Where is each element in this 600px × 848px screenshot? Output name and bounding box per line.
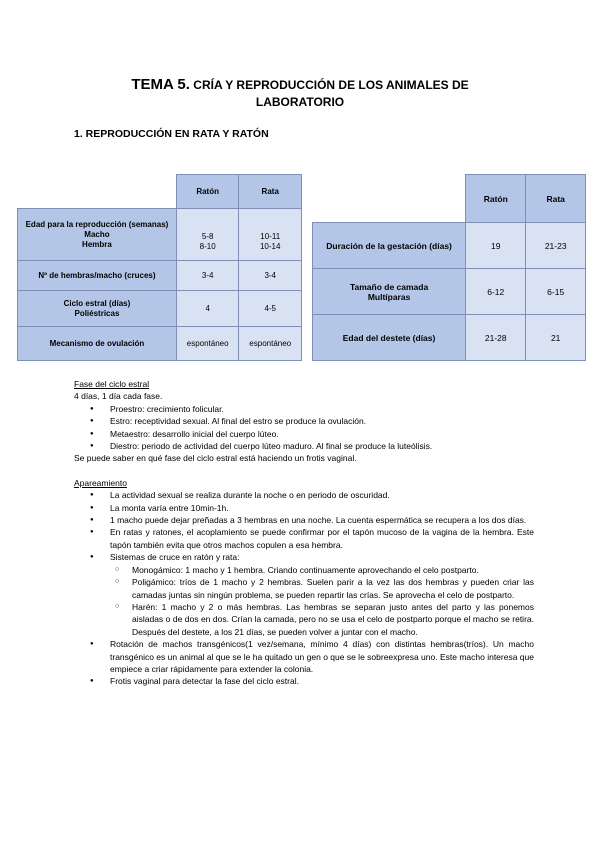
row-label: Edad del destete (días) (313, 315, 466, 361)
table-corner (18, 175, 177, 209)
reproduction-table-1 (17, 174, 302, 361)
table-corner (313, 175, 466, 223)
list-item: ● 1 macho puede dejar preñadas a 3 hembras en una noche. La cuenta espermática se recupera a los dos días. (74, 514, 534, 526)
document-title (90, 76, 510, 111)
estral-outro: Se puede saber en qué fase del ciclo estral está haciendo un frotis vaginal. (74, 453, 357, 464)
list-item: ○ Harén: 1 macho y 2 o más hembras. Las hembras se separan justo antes del parto y las ponemos aisladas o de dos en dos. Crían la camada, pero no se usa el celo de postparto porque el macho se retira. Después del destete, a los 21 días, se pueden volver a juntar con el macho. (74, 601, 534, 638)
cell-raton: 19 (466, 223, 526, 269)
cell-raton: 6-12 (466, 269, 526, 315)
list-item: ● La monta varía entre 10min-1h. (74, 502, 534, 514)
table-row (18, 261, 302, 291)
body-text (74, 378, 534, 688)
apareamiento-list (74, 489, 534, 688)
cell-rata: 4-5 (239, 291, 302, 327)
cross-systems-list (110, 564, 534, 638)
cell-rata: 6-15 (526, 269, 586, 315)
row-label: Duración de la gestación (días) (313, 223, 466, 269)
cell-rata: 21 (526, 315, 586, 361)
table-row (18, 291, 302, 327)
cell-raton: 5-8 8-10 (176, 209, 239, 261)
reproduction-table-2 (312, 174, 586, 361)
row-label: Edad para la reproducción (semanas) Macho Hembra (18, 209, 177, 261)
list-item: ● La actividad sexual se realiza durante la noche o en periodo de oscuridad. (74, 489, 534, 501)
list-item: ● Diestro: periodo de actividad del cuerpo lúteo maduro. Al final se produce la luteólisis. (74, 440, 534, 452)
estral-intro: 4 días, 1 día cada fase. (74, 391, 163, 402)
table-row (313, 223, 586, 269)
title-text: CRÍA Y REPRODUCCIÓN DE LOS ANIMALES DE LABORATORIO (193, 78, 469, 109)
cell-raton: espontáneo (176, 327, 239, 361)
list-item: ○ Poligámico: tríos de 1 macho y 2 hembras. Suelen parir a la vez las dos hembras y pueden criar las camadas juntas sin ningún problema, se pueden repartir las crías. Se aprovecha el celo de postparto. (74, 576, 534, 601)
column-header-rata: Rata (526, 175, 586, 223)
table-row (18, 327, 302, 361)
table-row (313, 269, 586, 315)
list-item: ● Frotis vaginal para detectar la fase del ciclo estral. (74, 675, 534, 687)
list-item: ● Estro: receptividad sexual. Al final del estro se produce la ovulación. (74, 415, 534, 427)
column-header-raton: Ratón (176, 175, 239, 209)
column-header-raton: Ratón (466, 175, 526, 223)
estral-heading: Fase del ciclo estral (74, 379, 150, 389)
row-label: Ciclo estral (días) Poliéstricas (18, 291, 177, 327)
list-item: ● Proestro: crecimiento folicular. (74, 403, 534, 415)
list-item: ● Metaestro: desarrollo inicial del cuerpo lúteo. (74, 428, 534, 440)
row-label: Nº de hembras/macho (cruces) (18, 261, 177, 291)
table-row (313, 315, 586, 361)
list-item: ○ Monogámico: 1 macho y 1 hembra. Criando continuamente aprovechando el celo postparto. (74, 564, 534, 576)
table-row (18, 209, 302, 261)
section-heading: 1. REPRODUCCIÓN EN RATA Y RATÓN (74, 128, 269, 140)
list-item: ● Rotación de machos transgénicos(1 vez/semana, mínimo 4 días) con distintas hembras(tríos). Un macho transgénico es un animal al que se le ha quitado un gen o que se le sobreexpresa uno. Este macho interesa que empiece a criar rápidamente para extender la colonia. (74, 638, 534, 675)
cell-rata: 3-4 (239, 261, 302, 291)
row-label: Tamaño de camada Multíparas (313, 269, 466, 315)
list-item: ● Sistemas de cruce en ratón y rata: ○ Monogámico: 1 macho y 1 hembra. Criando continuamente aprovechando el celo postparto. ○ Poligámico: tríos de 1 macho y 2 hembras. Suelen parir a la vez las dos hembras y pueden criar las camadas juntas sin ningún problema, se pueden repartir las crías. Se aprovecha el celo de postparto. ○ Harén: 1 macho y 2 o más hembras. Las hembras se separan justo antes del parto y las ponemos aisladas o de dos en dos. Crían la camada, pero no se usa el celo de postparto porque el macho se retira. Después del destete, a los 21 días, se pueden volver a juntar con el macho. (74, 551, 534, 638)
cell-raton: 4 (176, 291, 239, 327)
column-header-rata: Rata (239, 175, 302, 209)
row-label: Mecanismo de ovulación (18, 327, 177, 361)
cell-rata: espontáneo (239, 327, 302, 361)
estral-list (74, 403, 534, 453)
cell-rata: 21-23 (526, 223, 586, 269)
title-number: TEMA 5. (131, 76, 190, 93)
cell-rata: 10-11 10-14 (239, 209, 302, 261)
cell-raton: 3-4 (176, 261, 239, 291)
list-item: ● En ratas y ratones, el acoplamiento se puede confirmar por el tapón mucoso de la vagina de la hembra. Este tapón también evita que otros machos copulen a esa hembra. (74, 526, 534, 551)
apareamiento-heading: Apareamiento (74, 477, 127, 488)
cell-raton: 21-28 (466, 315, 526, 361)
